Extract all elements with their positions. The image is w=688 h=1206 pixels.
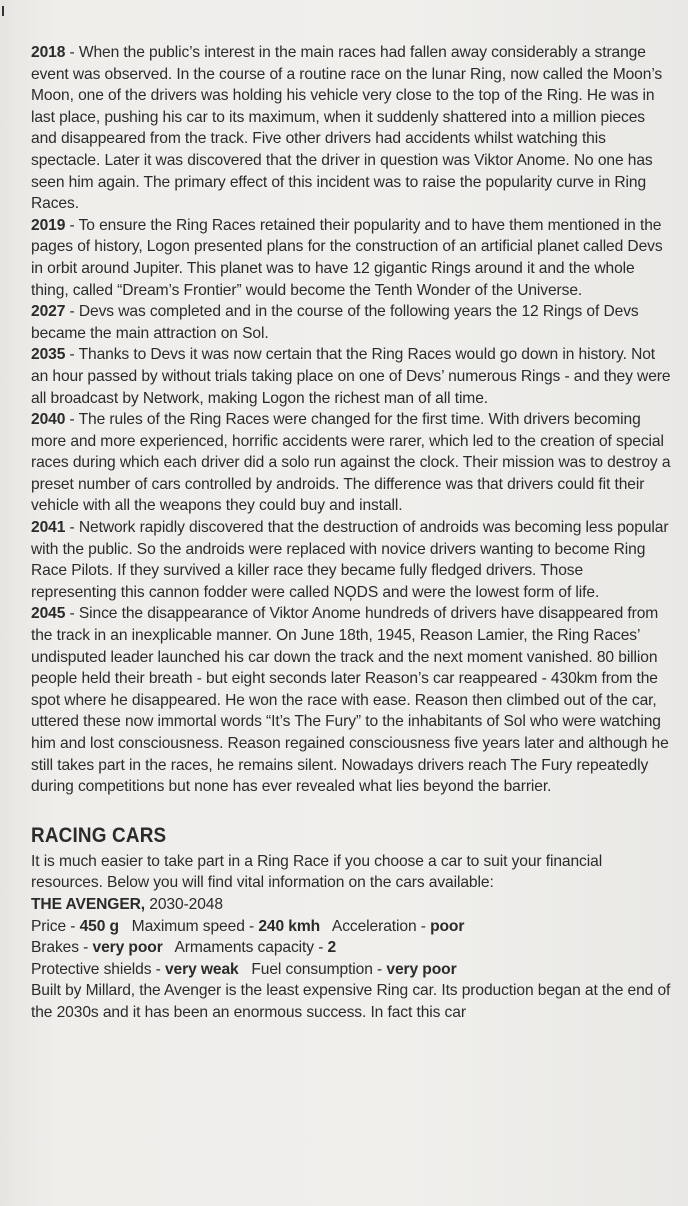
car-spec-line-3 — [31, 959, 671, 981]
timeline-entry-2027 — [31, 301, 671, 344]
racing-cars-intro: It is much easier to take part in a Ring Race if you choose a car to suit your financial resources. Below you will find vital information on the cars available: — [31, 852, 603, 892]
shields-label: Protective shields - — [31, 960, 165, 978]
acceleration-value: poor — [430, 917, 465, 935]
car-spec-line-2 — [31, 937, 671, 959]
timeline-entry-2019 — [31, 215, 671, 301]
car-name: THE AVENGER, — [31, 895, 146, 913]
timeline-entry-2040 — [31, 409, 671, 517]
entry-year: 2035 — [31, 346, 66, 364]
entry-year: 2019 — [31, 216, 66, 234]
timeline-entry-2045 — [31, 603, 671, 797]
entry-year: 2027 — [31, 303, 66, 321]
armaments-value: 2 — [327, 939, 337, 957]
section-title-racing-cars: RACING CARS — [31, 823, 167, 847]
speed-value: 240 kmh — [258, 917, 321, 935]
speed-label: Maximum speed - — [118, 917, 259, 935]
fuel-value: very poor — [386, 960, 457, 978]
entry-text: - To ensure the Ring Races retained their popularity and to have them mentioned in the pages of history, Logon presented plans for the construction of an artificial planet called Devs in orbit around Jupiter. This planet was to have 12 gigantic Rings around it and the whole thing, called “Dream’s Frontier” would become the Tenth Wonder of the Universe. — [31, 216, 663, 299]
armaments-label: Armaments capacity - — [162, 939, 328, 957]
entry-year: 2045 — [31, 605, 66, 623]
shields-value: very weak — [164, 960, 239, 978]
timeline-entry-2035 — [31, 344, 671, 409]
entry-text: - Since the disappearance of Viktor Anome hundreds of drivers have disappeared from the track in an inexplicable manner. On June 18th, 1945, Reason Lamier, the Ring Races’ undisputed leader launched his car down the track and the next moment vanished. 80 billion people held their breath - but eight seconds later Reason’s car reappeared - 430km from the spot where he disappeared. He won the race with ease. Reason then climbed out of the car, uttered these now immortal words “It’s The Fury” to the inhabitants of Sol who were watching him and lost consciousness. Reason regained consciousness five years later and although he still takes part in the races, he remains silent. Nowadays drivers reach The Fury repeatedly during competitions but none has ever revealed what lies beyond the barrier. — [31, 605, 669, 796]
entry-text: - Thanks to Devs it was now certain that the Ring Races would go down in history. Not an hour passed by without trials taking place on one of Devs’ numerous Rings - and they were all broadcast by Network, making Logon the richest man of all time. — [31, 346, 671, 407]
car-heading — [31, 894, 671, 916]
brakes-label: Brakes - — [31, 939, 93, 957]
entry-text: - The rules of the Ring Races were changed for the first time. With drivers becoming more and more experienced, horrific accidents were rarer, which led to the creation of special races during which each driver did a solo run against the clock. Their mission was to destroy a preset number of cars controlled by androids. The difference was that drivers could fit their vehicle with all the weapons they could buy and install. — [31, 411, 671, 515]
timeline-entry-2018 — [31, 42, 671, 215]
edge-mark — [2, 6, 4, 16]
price-label: Price - — [31, 917, 80, 935]
fuel-label: Fuel consumption - — [238, 960, 387, 978]
entry-year: 2041 — [31, 519, 66, 537]
entry-text: - Network rapidly discovered that the destruction of androids was becoming less popular with the public. So the androids were replaced with novice drivers wanting to become Ring Race Pilots. If they survived a killer race they became fully fledged drivers. Those representing this cannon fodder were called NO̦DS and were the lowest form of life. — [31, 519, 669, 601]
car-spec-line-1 — [31, 916, 671, 938]
timeline-entry-2041 — [31, 517, 671, 603]
acceleration-label: Acceleration - — [320, 917, 431, 935]
entry-text: - When the public’s interest in the main races had fallen away considerably a strange event was observed. In the course of a routine race on the lunar Ring, now called the Moon’s Moon, one of the drivers was holding his vehicle very close to the top of the Ring. He was in last place, pushing his car to its maximum, when it suddenly shattered into a million pieces and disappeared from the track. Five other drivers had accidents whilst watching this spectacle. Later it was discovered that the driver in question was Viktor Anome. No one has seen him again. The primary effect of this incident was to raise the popularity curve in Ring Races. — [31, 44, 663, 213]
brakes-value: very poor — [92, 939, 163, 957]
entry-year: 2040 — [31, 411, 66, 429]
text-column — [31, 42, 671, 1024]
car-years: 2030-2048 — [145, 895, 223, 913]
entry-text: - Devs was completed and in the course of the following years the 12 Rings of Devs became the main attraction on Sol. — [31, 303, 639, 342]
entry-year: 2018 — [31, 44, 66, 61]
price-value: 450 g — [79, 917, 119, 935]
car-description: Built by Millard, the Avenger is the least expensive Ring car. Its production began at the end of the 2030s and it has been an enormous success. In fact this car — [31, 982, 671, 1021]
